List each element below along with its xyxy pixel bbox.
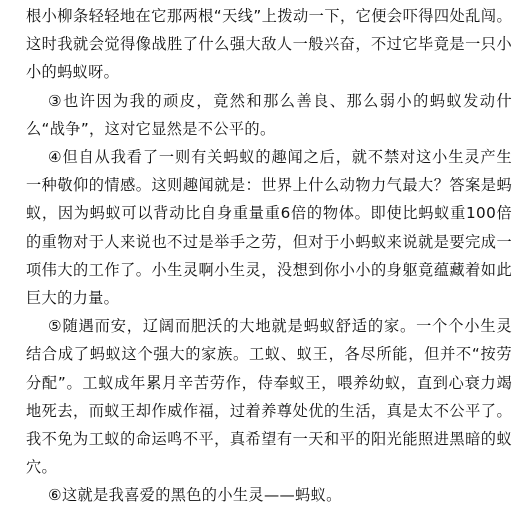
paragraph-3: ③也许因为我的顽皮，竟然和那么善良、那么弱小的蚂蚁发动什么“战争”，这对它显然是不公平的。 bbox=[26, 91, 512, 138]
paragraph-5: ⑤随遇而安，辽阔而肥沃的大地就是蚂蚁舒适的家。一个个小生灵结合成了蚂蚁这个强大的家族。工蚁、蚁王，各尽所能，但并不“按劳分配”。工蚁成年累月辛苦劳作，侍奉蚁王，喂养幼蚁，直到心衰力竭地死去，而蚁王却作威作福，过着养尊处优的生活，真是太不公平了。我不免为工蚁的命运鸣不平，真希望有一天和平的阳光能照进黑暗的蚁穴。 bbox=[26, 317, 512, 477]
paragraph-6: ⑥这就是我喜爱的黑色的小生灵——蚂蚁。 bbox=[48, 486, 342, 505]
paragraph-4: ④但自从我看了一则有关蚂蚁的趣闻之后，就不禁对这小生灵产生一种敬仰的情感。这则趣闻就是：世界上什么动物力气最大？答案是蚂蚁，因为蚂蚁可以背动比自身重量重6倍的物体。即使比蚂蚁重100倍的重物对于人来说也不过是举手之劳，但对于小蚂蚁来说就是要完成一项伟大的工作了。小生灵啊小生灵，没想到你小小的身躯竟蕴藏着如此巨大的力量。 bbox=[26, 148, 512, 308]
paragraph-continuation: 根小柳条轻轻地在它那两根“天线”上拨动一下，它便会吓得四处乱闯。这时我就会觉得像战胜了什么强大敌人一般兴奋，不过它毕竟是一只小小的蚂蚁呀。 bbox=[26, 7, 512, 82]
